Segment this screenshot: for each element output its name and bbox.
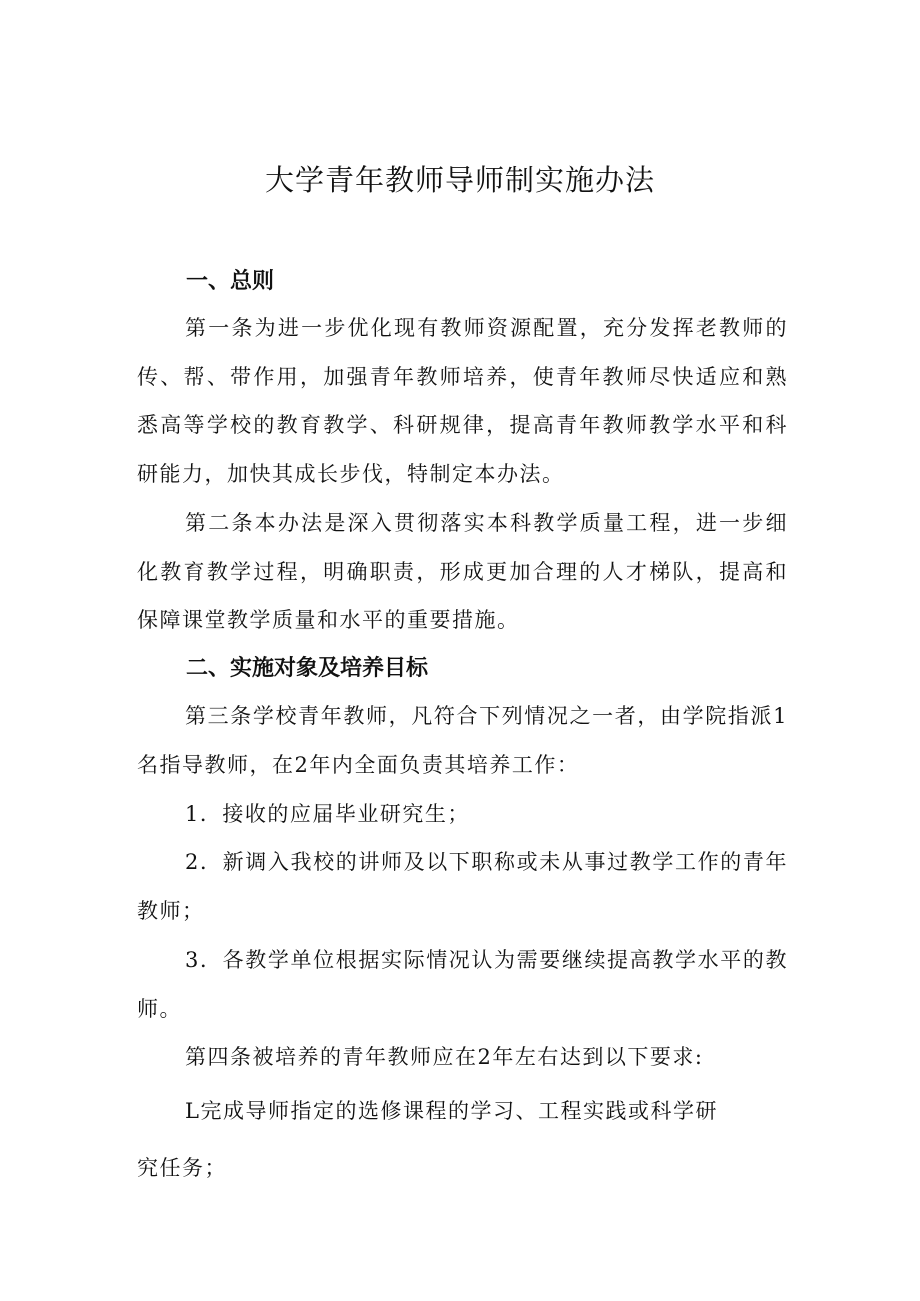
document-title: 大学青年教师导师制实施办法 <box>264 163 655 197</box>
section-heading-targets: 二、实施对象及培养目标 <box>186 656 429 681</box>
paragraph-article-1: 第一条为进一步优化现有教师资源配置，充分发挥老教师的传、帮、带作用，加强青年教师培养，使青年教师尽快适应和熟悉高等学校的教育教学、科研规律，提高青年教师教学水平和科研能力，加快其成长步伐，特制定本办法。 <box>137 316 788 486</box>
paragraph-article-2: 第二条本办法是深入贯彻落实本科教学质量工程，进一步细化教育教学过程，明确职责，形成更加合理的人才梯队，提高和保障课堂教学质量和水平的重要措施。 <box>137 511 788 632</box>
paragraph-article-4: 第四条被培养的青年教师应在2年左右达到以下要求: <box>185 1045 704 1069</box>
list-item-L: L完成导师指定的选修课程的学习、工程实践或科学研究任务； <box>137 1099 718 1180</box>
list-item-1: 1．接收的应届毕业研究生； <box>185 802 470 826</box>
section-heading-general: 一、总则 <box>186 269 275 294</box>
list-item-2: 2．新调入我校的讲师及以下职称或未从事过教学工作的青年教师； <box>137 850 788 923</box>
paragraph-article-3: 第三条学校青年教师，凡符合下列情况之一者，由学院指派1名指导教师，在2年内全面负责其培养工作： <box>137 704 788 777</box>
list-item-3: 3．各教学单位根据实际情况认为需要继续提高教学水平的教师。 <box>137 948 788 1021</box>
